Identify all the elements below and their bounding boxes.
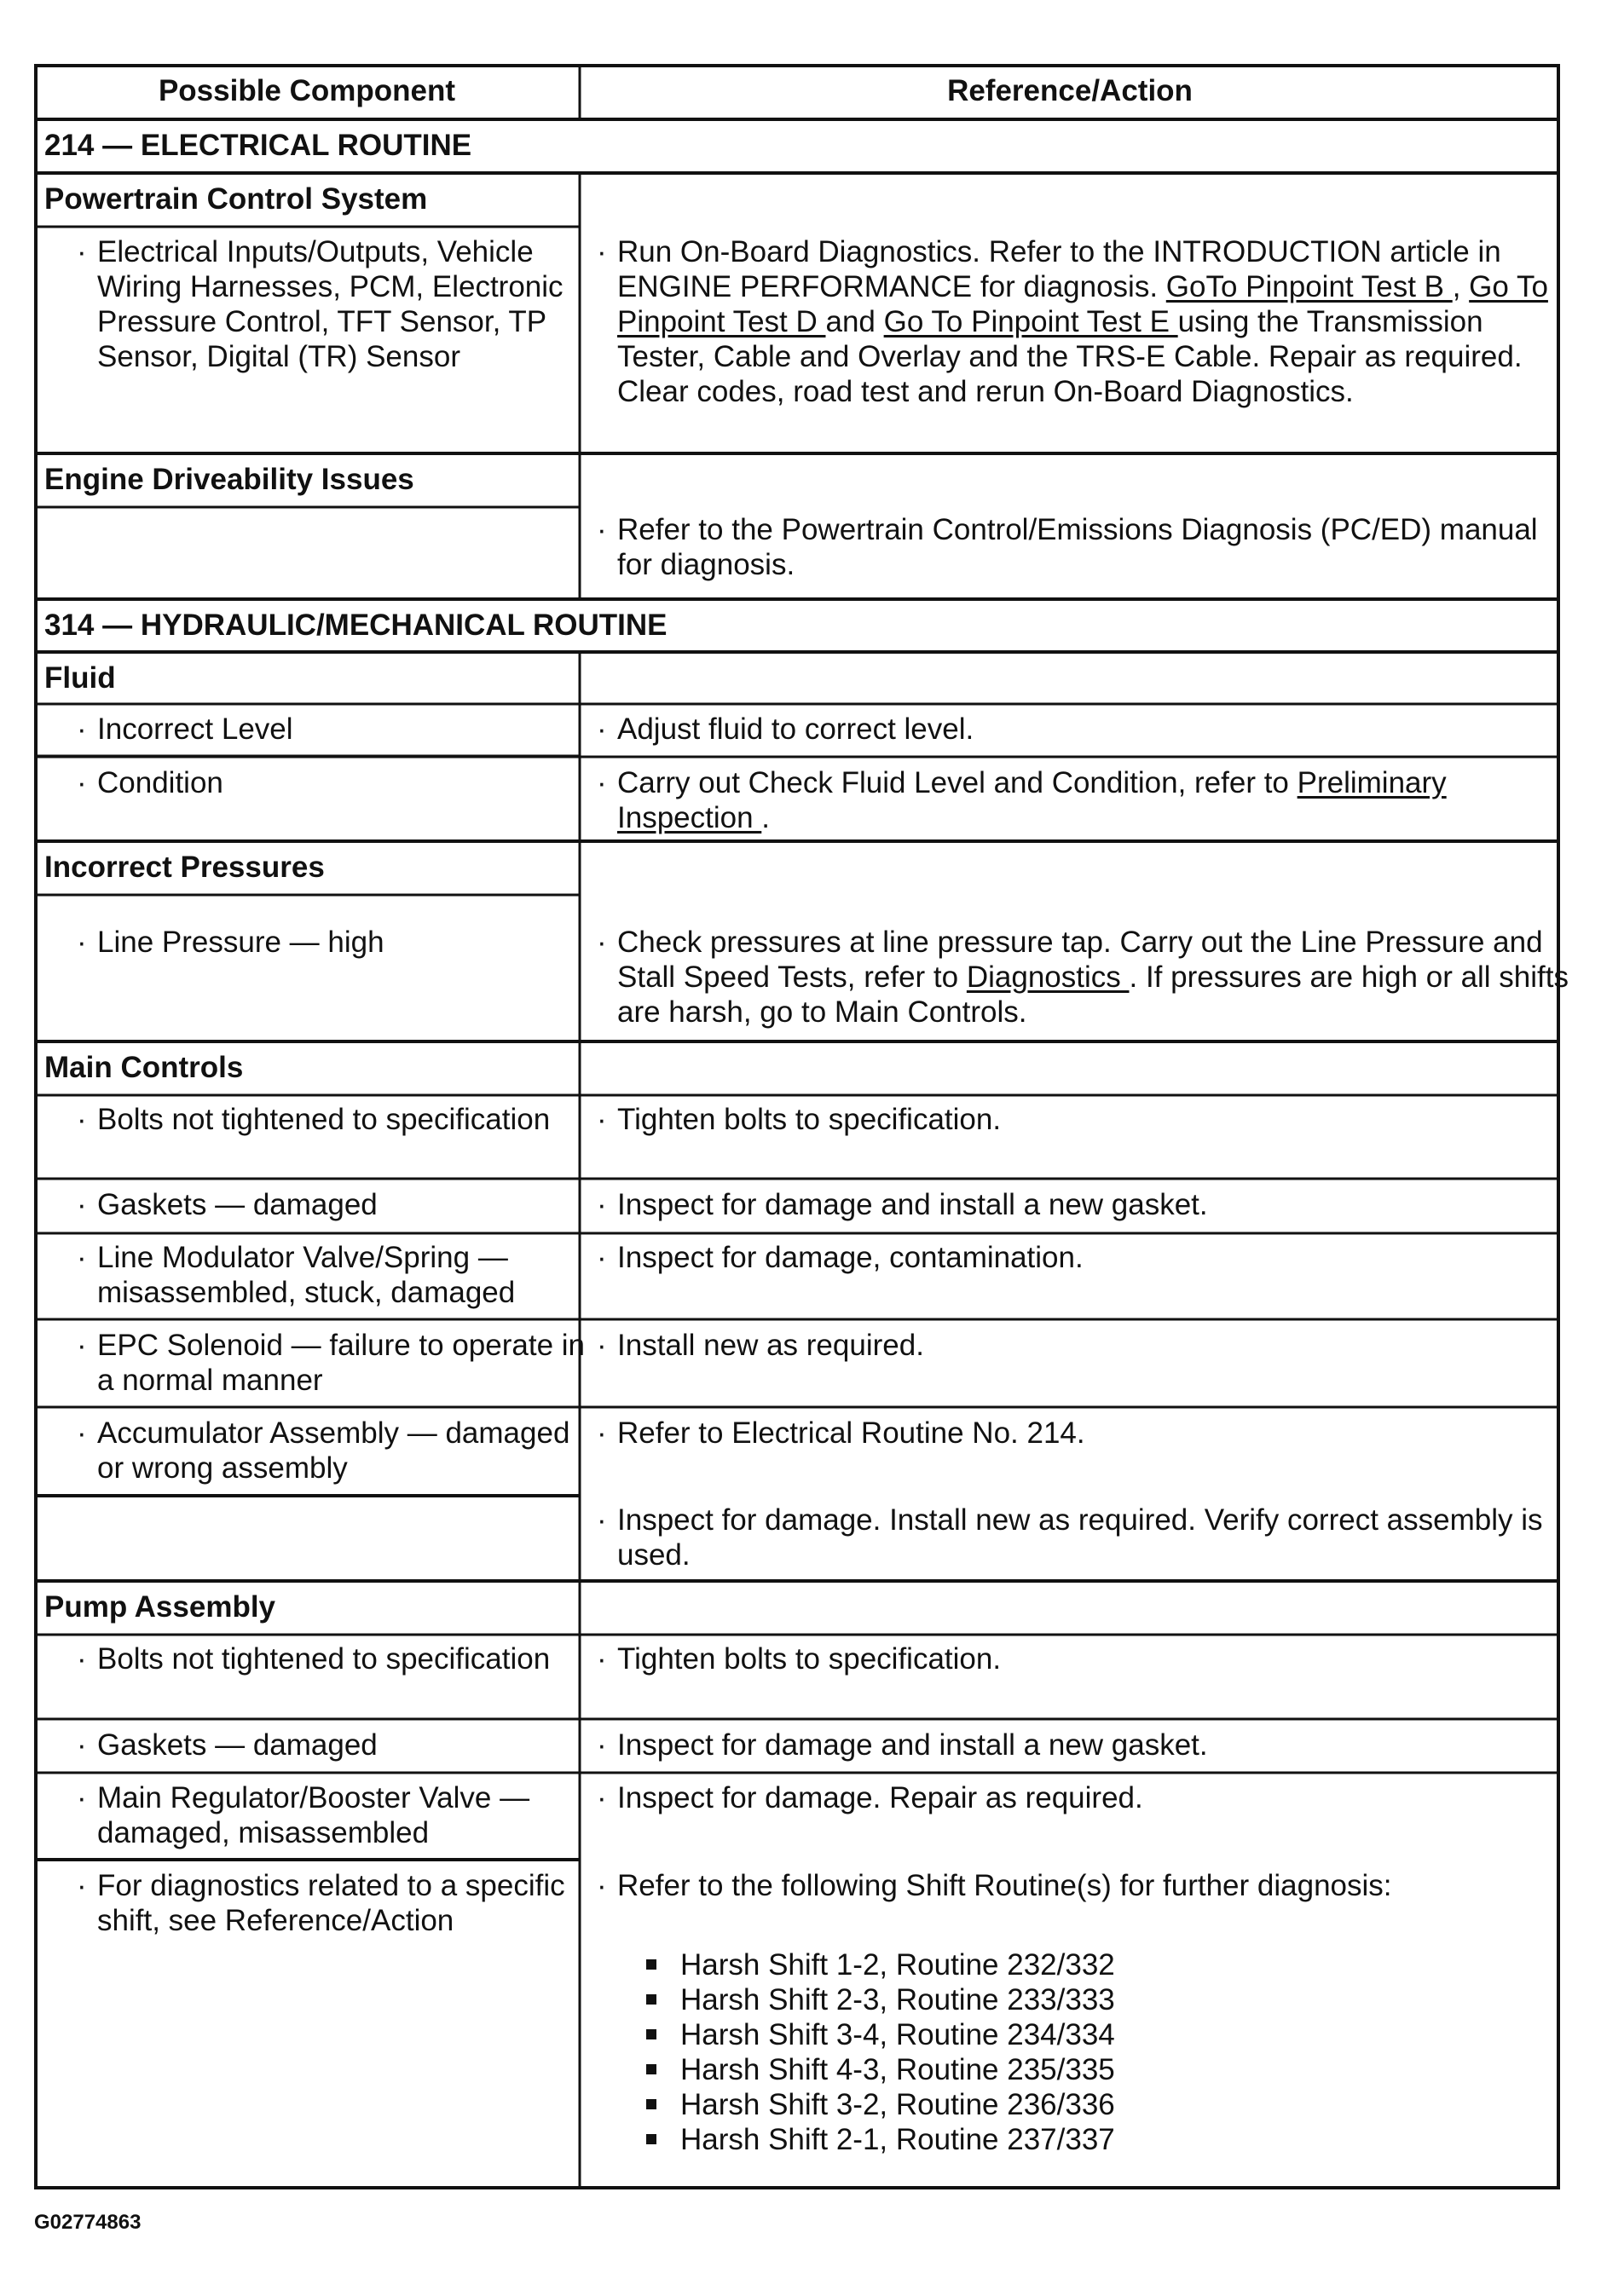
pump-gaskets-action: · Inspect for damage and install a new gasket. — [597, 1728, 1208, 1762]
mc-gaskets-component: · Gaskets — damaged — [77, 1188, 378, 1221]
figure-id: G02774863 — [34, 2211, 142, 2234]
line-pressure-action: · Check pressures at line pressure tap. Carry out the Line Pressure and Stall Speed Tests, refer to Diagnostics . If pressures are high or all shifts are harsh, go to Main Controls. — [597, 926, 1569, 1029]
fluid-level-action: · Adjust fluid to correct level. — [597, 712, 974, 746]
diagnosis-table — [34, 64, 1569, 2189]
powertrain-component-item: · Electrical Inputs/Outputs, Vehicle Wiring Harnesses, PCM, Electronic Pressure Control, TFT Sensor, TP Sensor, Digital (TR) Sensor — [77, 235, 564, 373]
shift-action: · Refer to the following Shift Routine(s) for further diagnosis: — [597, 1869, 1392, 1902]
mc-gaskets-action: · Inspect for damage and install a new gasket. — [597, 1188, 1208, 1221]
pump-regulator-component: · Main Regulator/Booster Valve — damaged, misassembled — [77, 1781, 530, 1849]
shift-routine-item: Harsh Shift 1-2, Routine 232/332 — [646, 1947, 1115, 1982]
square-bullet-icon — [646, 2099, 656, 2109]
fluid-condition-component: · Condition — [77, 766, 223, 799]
shift-routine-item: Harsh Shift 2-1, Routine 237/337 — [646, 2122, 1115, 2157]
diagnostics-link[interactable]: Diagnostics — [966, 961, 1130, 994]
shift-routine-item: Harsh Shift 3-4, Routine 234/334 — [646, 2017, 1115, 2052]
square-bullet-icon — [646, 1959, 656, 1970]
pump-regulator-action: · Inspect for damage. Repair as required. — [597, 1781, 1143, 1814]
line-pressure-component: · Line Pressure — high — [77, 926, 384, 959]
mc-accumulator-action: · Refer to Electrical Routine No. 214. — [597, 1416, 1085, 1450]
mc-modulator-component: · Line Modulator Valve/Spring — misassembled, stuck, damaged — [77, 1241, 516, 1309]
section-electrical-routine: 214 — ELECTRICAL ROUTINE — [44, 129, 472, 162]
group-pump-assembly: Pump Assembly — [44, 1590, 276, 1624]
group-main-controls: Main Controls — [44, 1051, 244, 1084]
powertrain-action-item: · Run On-Board Diagnostics. Refer to the INTRODUCTION article in ENGINE PERFORMANCE for diagnosis. GoTo Pinpoint Test B , Go To Pinpoint Test D and Go To Pinpoint Test E using the Transmission Tester, Cable and Overlay and the TRS-E Cable. Repair as required. Clear codes, road test and rerun On-Board Diagnostics. — [597, 235, 1548, 408]
square-bullet-icon — [646, 2134, 656, 2144]
fluid-level-component: · Incorrect Level — [77, 712, 293, 746]
mc-inspect-action: · Inspect for damage. Install new as required. Verify correct assembly is used. — [597, 1503, 1543, 1572]
column-header-component: Possible Component — [158, 74, 456, 107]
preliminary-inspection-link[interactable]: Preliminary Inspection — [617, 766, 1447, 834]
shift-component: · For diagnostics related to a specific shift, see Reference/Action — [77, 1869, 565, 1937]
mc-bolts-action: · Tighten bolts to specification. — [597, 1103, 1002, 1136]
mc-epc-action: · Install new as required. — [597, 1329, 924, 1362]
square-bullet-icon — [646, 1994, 656, 2005]
pinpoint-test-b-link[interactable]: GoTo Pinpoint Test B — [1165, 270, 1453, 303]
square-bullet-icon — [646, 2064, 656, 2074]
column-header-action: Reference/Action — [947, 74, 1193, 107]
group-incorrect-pressures: Incorrect Pressures — [44, 851, 325, 884]
pump-bolts-component: · Bolts not tightened to specification — [77, 1642, 551, 1676]
group-engine-driveability: Engine Driveability Issues — [44, 463, 414, 496]
mc-bolts-component: · Bolts not tightened to specification — [77, 1103, 551, 1136]
driveability-action-item: · Refer to the Powertrain Control/Emissions Diagnosis (PC/ED) manual for diagnosis. — [597, 513, 1538, 581]
fluid-condition-action: · Carry out Check Fluid Level and Condition, refer to Preliminary Inspection . — [597, 766, 1447, 834]
pinpoint-test-e-link[interactable]: Go To Pinpoint Test E — [883, 305, 1178, 338]
shift-routine-item: Harsh Shift 3-2, Routine 236/336 — [646, 2087, 1115, 2122]
pump-bolts-action: · Tighten bolts to specification. — [597, 1642, 1002, 1676]
mc-modulator-action: · Inspect for damage, contamination. — [597, 1241, 1084, 1274]
square-bullet-icon — [646, 2029, 656, 2039]
shift-routine-item: Harsh Shift 4-3, Routine 235/335 — [646, 2052, 1115, 2087]
section-hydraulic-routine: 314 — HYDRAULIC/MECHANICAL ROUTINE — [44, 609, 668, 642]
group-powertrain-control: Powertrain Control System — [44, 182, 428, 216]
mc-epc-component: · EPC Solenoid — failure to operate in a normal manner — [77, 1329, 585, 1397]
mc-accumulator-component: · Accumulator Assembly — damaged or wrong assembly — [77, 1416, 570, 1485]
pinpoint-test-d-link[interactable]: Go To Pinpoint Test D — [617, 270, 1548, 338]
group-fluid: Fluid — [44, 661, 116, 695]
shift-routine-item: Harsh Shift 2-3, Routine 233/333 — [646, 1982, 1115, 2017]
pump-gaskets-component: · Gaskets — damaged — [77, 1728, 378, 1762]
